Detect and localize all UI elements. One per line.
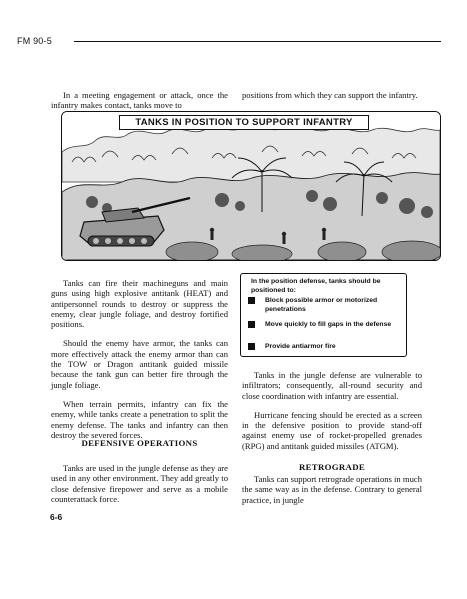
left-column-bottom (51, 463, 228, 504)
callout-bullet-text: Provide antiarmor fire (265, 343, 336, 350)
intro-right (242, 90, 424, 100)
square-bullet-icon (248, 343, 255, 350)
page-header: FM 90-5 (17, 36, 52, 46)
position-defense-callout (240, 273, 407, 357)
intro-left-text: In a meeting engagement or attack, once the infantry makes contact, tanks move to (51, 90, 228, 111)
header-rule (74, 41, 441, 42)
jungle-tank-illustration (62, 112, 440, 260)
right-para-3: Tanks can support retrograde operations in much the same way as in the defense. Contrary to general practice, in jungle (242, 474, 422, 505)
figure-illustration (61, 111, 441, 261)
left-para-1: Tanks can fire their machineguns and main guns using high explosive antitank (HEAT) and antipersonnel rounds to destroy or suppress the enemy, clear jungle foliage, and destroy fortified positions. (51, 278, 228, 330)
left-para-3: When terrain permits, infantry can fix the enemy, while tanks create a penetration to split the enemy defense. The tanks and infantry can then destroy the severed forces. (51, 398, 228, 440)
intro-right-text: positions from which they can support the infantry. (242, 90, 418, 100)
square-bullet-icon (248, 297, 255, 304)
callout-intro: In the position defense, tanks should be positioned to: (251, 278, 381, 294)
right-column (242, 370, 422, 451)
right-column-bottom (242, 474, 422, 505)
right-para-2: Hurricane fencing should be erected as a screen in the defensive position to provide stand-off against enemy use of rocket-propelled grenades (RPG) and antitank guided missiles (ATGM). (242, 409, 422, 451)
heading-defensive-operations: DEFENSIVE OPERATIONS (81, 438, 198, 448)
left-para-2: Should the enemy have armor, the tanks can more effectively attack the enemy armor than can the TOW or Dragon antitank guided missile because the tank gun can better fire through the jungle foliage. (51, 338, 228, 390)
heading-retrograde: RETROGRADE (298, 462, 366, 472)
left-para-4: Tanks are used in the jungle defense as they are used in any other environment. They add greatly to close defensive firepower and serve as a mobile counterattack force. (51, 463, 228, 504)
intro-left (51, 90, 228, 111)
page-number: 6-6 (50, 512, 63, 522)
right-para-1: Tanks in the jungle defense are vulnerable to infiltrators; consequently, all-round security and close coordination with infantry are essential. (242, 370, 422, 401)
square-bullet-icon (248, 321, 255, 328)
callout-bullet-text: Move quickly to fill gaps in the defense (265, 321, 392, 328)
figure-title: TANKS IN POSITION TO SUPPORT INFANTRY (119, 115, 369, 130)
left-column (51, 278, 228, 440)
callout-bullet-text: Block possible armor or motorized penetrations (265, 297, 378, 313)
